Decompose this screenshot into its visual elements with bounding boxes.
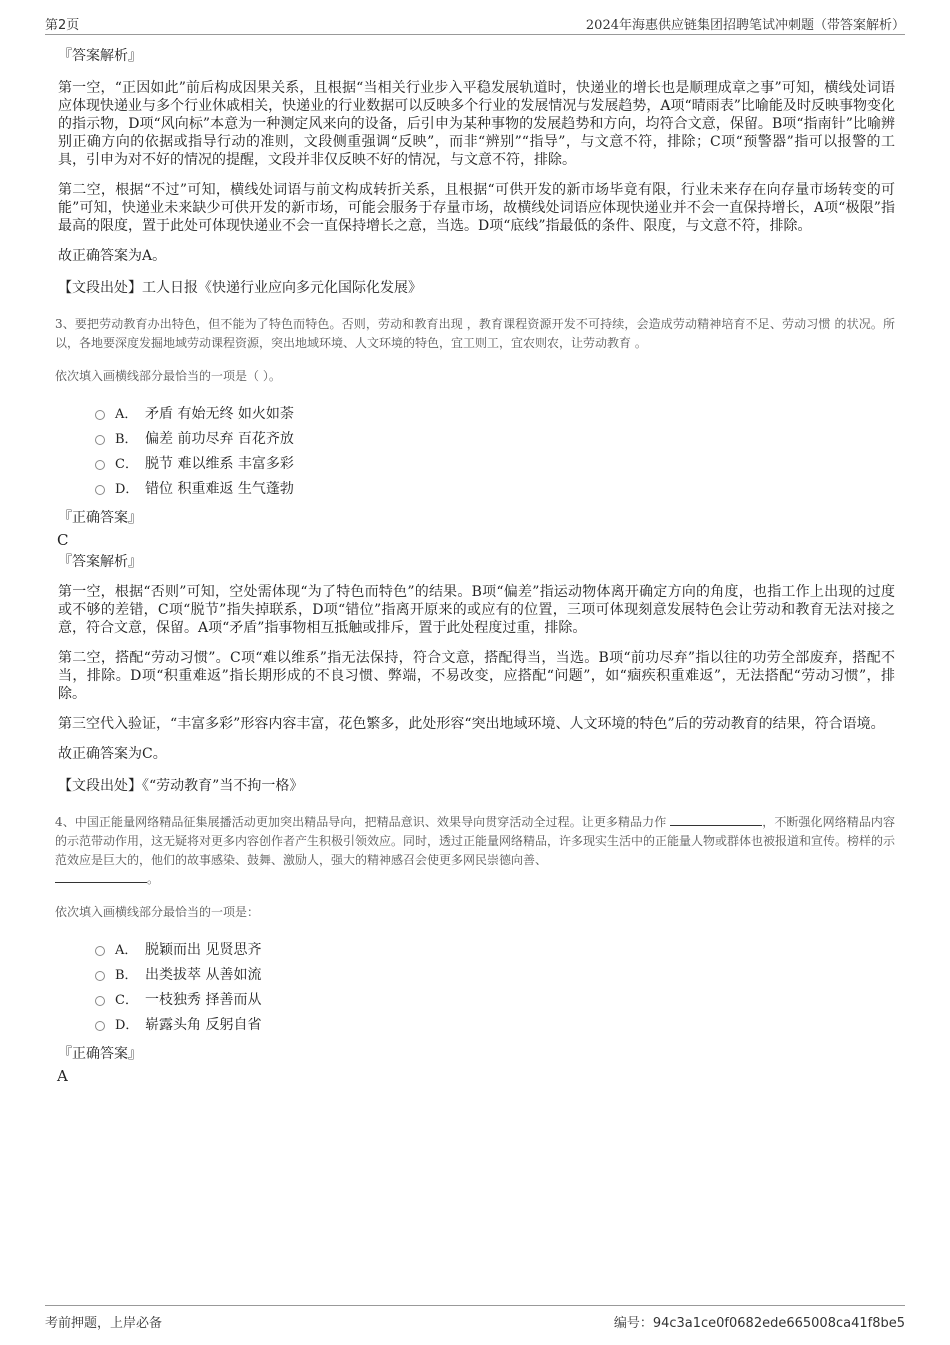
correct-answer-label: 『正确答案』: [58, 1046, 142, 1062]
explanation-paragraph: 第二空，搭配“劳动习惯”。C项“难以维系”指无法保持，符合文意，搭配得当，当选。B项“前功尽弃”指以往的功劳全部废弃，搭配不当，排除。D项“积重难返”指长期形成的不良习惯、弊端，不易改变，应搭配“问题”，如“痼疾积重难返”，无法搭配“劳动习惯”，排除。: [58, 650, 895, 702]
fill-blank: [55, 870, 147, 883]
question-text-part: ，不断强化网络精品内容的示范带动作用，这无疑将对更多内容创作者产生积极引领效应。同时，透过正能量网络精品，许多现实生活中的正能量人物或群体也被报道和宣传。榜样的示范效应是巨大的，他们的故事感染、鼓舞、激励人，强大的精神感召会使更多网民崇德向善、: [55, 815, 896, 867]
option-letter: C．: [115, 457, 138, 472]
option-text: 错位 积重难返 生气蓬勃: [145, 480, 294, 497]
option-text: 矛盾 有始无终 如火如荼: [145, 405, 294, 422]
option-text: 一枝独秀 择善而从: [145, 991, 262, 1008]
page-footer: [45, 1305, 905, 1330]
question-4: [55, 813, 895, 1085]
option-b[interactable]: [95, 425, 895, 450]
question-prompt: 依次填入画横线部分最恰当的一项是（ ）。: [55, 369, 281, 383]
explanation-paragraph: 第一空，“正因如此”前后构成因果关系，且根据“当相关行业步入平稳发展轨道时，快递业的增长也是顺理成章之事”可知，横线处词语应体现快递业与多个行业休戚相关，快递业的行业数据可以反映多个行业的发展情况与发展趋势，A项“晴雨表”比喻能及时反映事物变化的指示物，D项“风向标”本意为一种测定风来向的设备，后引申为某种事物的发展趋势和方向，均符合文意，保留。B项“指南针”比喻辨别正确方向的依据或指导行动的准则，文段侧重强调“反映”，而非“辨别”“指导”，与文意不符，排除；C项“预警器”指可以报警的工具，引申为对不好的情况的提醒，文段并非仅反映不好的情况，与文意不符，排除。: [58, 80, 895, 168]
radio-icon[interactable]: [95, 946, 105, 956]
explanation-paragraph: 第二空，根据“不过”可知，横线处词语与前文构成转折关系，且根据“可供开发的新市场毕竟有限，行业未来存在向存量市场转变的可能”可知，快递业未来缺少可供开发的新市场，可能会服务于存量市场，故横线处词语应体现快递业并不会一直保持增长，A项“极限”指最高的限度，置于此处可体现快递业不会一直保持增长之意，当选。D项“底线”指最低的条件、限度，与文意不符，排除。: [58, 182, 895, 234]
question-text: [55, 813, 895, 889]
option-letter: A．: [115, 943, 138, 958]
option-letter: D．: [115, 482, 139, 497]
source-citation: 【文段出处】工人日报《快递行业应向多元化国际化发展》: [58, 280, 422, 296]
option-letter: B．: [115, 968, 138, 983]
option-text: 偏差 前功尽弃 百花齐放: [145, 430, 294, 447]
document-title: 2024年海惠供应链集团招聘笔试冲刺题（带答案解析）: [585, 18, 905, 33]
option-list: [95, 936, 895, 1036]
question-text: 3、要把劳动教育办出特色，但不能为了特色而特色。否则，劳动和教育出现 ，教育课程资源开发不可持续，会造成劳动精神培育不足、劳动习惯 的状况。所以，各地要深度发掘地域劳动课程资源，突出地域环境、人文环境的特色，宜工则工，宜农则农，让劳动教育 。: [55, 317, 895, 350]
option-d[interactable]: [95, 475, 895, 500]
final-answer-line: 故正确答案为C。: [58, 746, 167, 762]
radio-icon[interactable]: [95, 410, 105, 420]
radio-icon[interactable]: [95, 485, 105, 495]
option-c[interactable]: [95, 450, 895, 475]
explanation-paragraph: 第一空，根据“否则”可知，空处需体现“为了特色而特色”的结果。B项“偏差”指运动物体离开确定方向的角度，也指工作上出现的过度或不够的差错，C项“脱节”指失掉联系，D项“错位”指离开原来的或应有的位置，三项可体现刻意发展特色会让劳动和教育无法对接之意，符合文意，保留。A项“矛盾”指事物相互抵触或排斥，置于此处程度过重，排除。: [58, 584, 895, 636]
option-text: 脱节 难以维系 丰富多彩: [145, 455, 294, 472]
final-answer-line: 故正确答案为A。: [58, 248, 167, 264]
footer-slogan: 考前押题，上岸必备: [45, 1316, 163, 1331]
option-letter: C．: [115, 993, 138, 1008]
correct-answer: C: [57, 531, 69, 549]
option-letter: A．: [115, 407, 138, 422]
option-d[interactable]: [95, 1011, 895, 1036]
correct-answer: A: [57, 1067, 68, 1085]
option-a[interactable]: [95, 936, 895, 961]
correct-answer-label: 『正确答案』: [58, 510, 142, 526]
question-text-part: 4、中国正能量网络精品征集展播活动更加突出精品导向，把精品意识、效果导向贯穿活动全过程。让更多精品力作: [55, 815, 667, 829]
radio-icon[interactable]: [95, 996, 105, 1006]
explanation-label: 『答案解析』: [58, 554, 142, 570]
option-text: 出类拔萃 从善如流: [145, 966, 262, 983]
option-a[interactable]: [95, 400, 895, 425]
option-text: 脱颖而出 见贤思齐: [145, 941, 262, 958]
question-3: [55, 315, 895, 795]
explanation-label: 『答案解析』: [58, 48, 142, 64]
option-letter: D．: [115, 1018, 139, 1033]
question-text-part: 。: [147, 872, 160, 886]
document-id: 编号：94c3a1ce0f0682ede665008ca41f8be5: [613, 1316, 905, 1331]
fill-blank: [670, 813, 762, 826]
option-b[interactable]: [95, 961, 895, 986]
document-body: [55, 46, 895, 1088]
source-citation: 【文段出处】《“劳动教育”当不拘一格》: [58, 778, 304, 794]
radio-icon[interactable]: [95, 971, 105, 981]
page-header: [45, 14, 905, 35]
radio-icon[interactable]: [95, 460, 105, 470]
question-prompt: 依次填入画横线部分最恰当的一项是：: [55, 905, 260, 919]
radio-icon[interactable]: [95, 435, 105, 445]
option-text: 崭露头角 反躬自省: [145, 1016, 262, 1033]
option-c[interactable]: [95, 986, 895, 1011]
radio-icon[interactable]: [95, 1021, 105, 1031]
explanation-paragraph: 第三空代入验证，“丰富多彩”形容内容丰富，花色繁多，此处形容“突出地域环境、人文环境的特色”后的劳动教育的结果，符合语境。: [58, 716, 885, 732]
q2-explanation: [55, 46, 895, 297]
option-letter: B．: [115, 432, 138, 447]
option-list: [95, 400, 895, 500]
page-number: 第2页: [45, 18, 80, 33]
